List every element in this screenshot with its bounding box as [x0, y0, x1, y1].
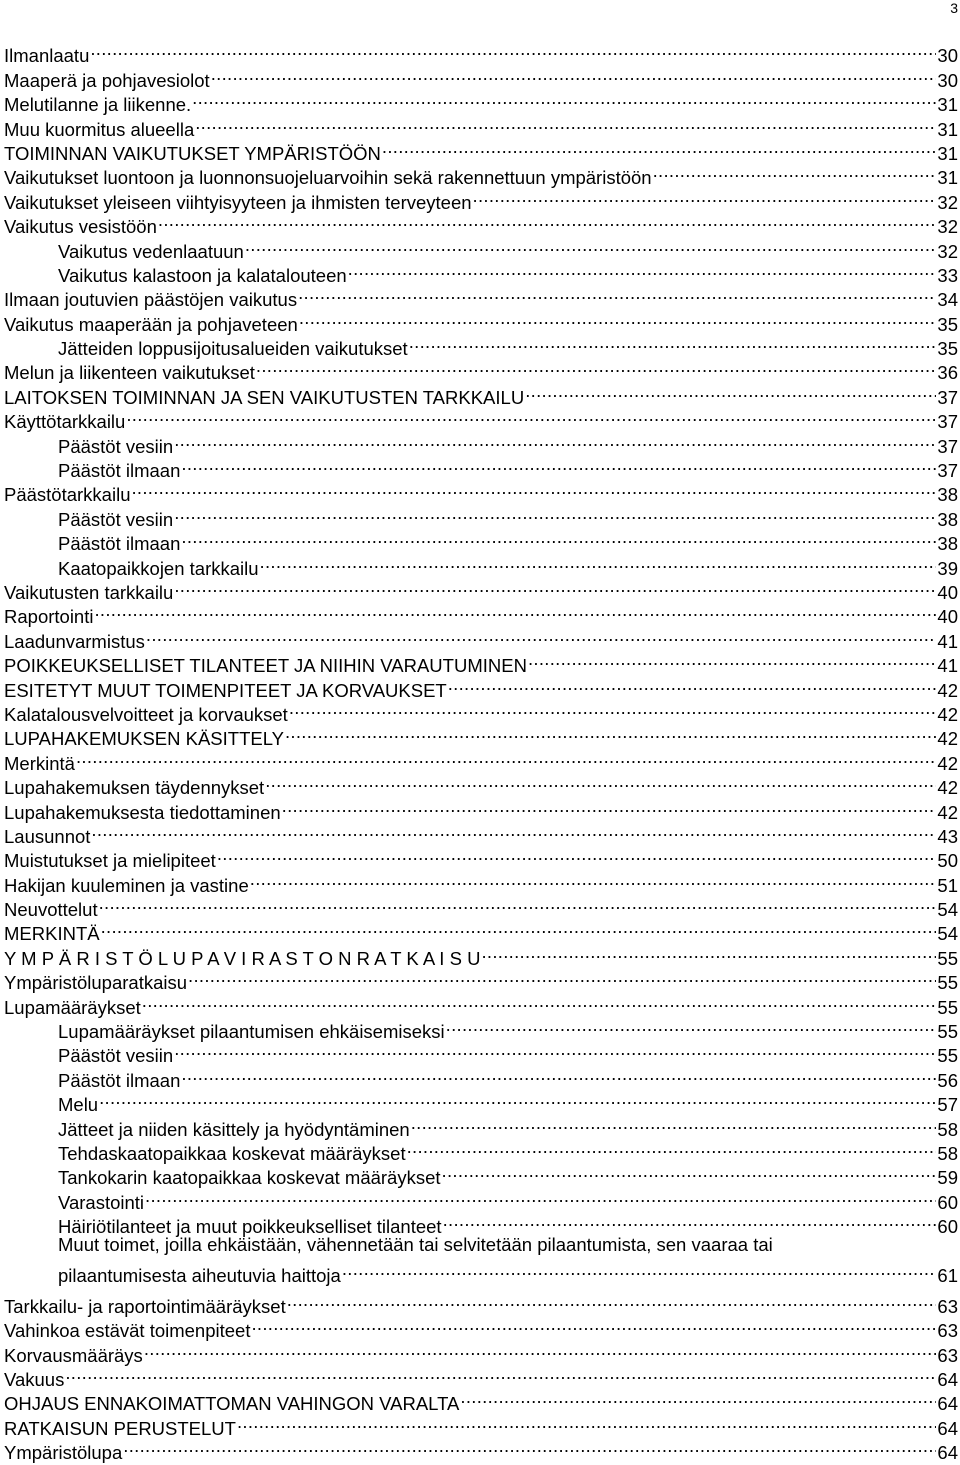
dot-leader — [211, 62, 937, 86]
toc-entry-page: 37 — [937, 460, 958, 482]
toc-entry-page: 38 — [937, 508, 958, 530]
toc-entry-page: 60 — [937, 1216, 958, 1238]
toc-entry-label: Ympäristölupa — [4, 1442, 123, 1464]
dot-leader — [192, 87, 936, 111]
toc-entry-label: Hakijan kuuleminen ja vastine — [4, 874, 249, 896]
toc-entry-page: 39 — [937, 557, 958, 579]
toc-entry-label: Melu — [58, 1094, 99, 1116]
toc-entry-label: Vaikutus vesistöön — [4, 216, 157, 238]
dot-leader — [250, 867, 937, 891]
toc-entry-label: Päästöt ilmaan — [58, 1069, 181, 1091]
toc-entry-page: 42 — [937, 679, 958, 701]
toc-entry-page: 50 — [937, 850, 958, 872]
toc-entry-page: 55 — [937, 1021, 958, 1043]
dot-leader — [473, 184, 937, 208]
toc-entry-page: 42 — [937, 703, 958, 725]
dot-leader — [144, 1337, 937, 1361]
dot-leader — [142, 989, 937, 1013]
toc-entry-page: 40 — [937, 606, 958, 628]
toc-entry-label: Päästöt ilmaan — [58, 533, 181, 555]
dot-leader — [237, 1410, 936, 1434]
toc-entry-page: 36 — [937, 362, 958, 384]
dot-leader — [131, 477, 936, 501]
toc-entry-page: 60 — [937, 1191, 958, 1213]
toc-entry-label: Päästöt vesiin — [58, 508, 174, 530]
toc-entry-label: Y M P Ä R I S T Ö L U P A V I R A S T O N R A T K A I S U — [4, 947, 481, 969]
toc-entry-label: Maaperä ja pohjavesiolot — [4, 69, 210, 91]
dot-leader — [195, 111, 936, 135]
toc-entry-page: 30 — [937, 69, 958, 91]
toc-entry-label: RATKAISUN PERUSTELUT — [4, 1417, 236, 1439]
toc-entry[interactable] — [4, 1362, 958, 1390]
toc-entry[interactable] — [4, 819, 958, 847]
dot-leader — [442, 1160, 937, 1184]
toc-entry-label: Jätteiden loppusijoitusalueiden vaikutukset — [58, 338, 408, 360]
dot-leader — [448, 672, 937, 696]
toc-entry-label: Laadunvarmistus — [4, 630, 145, 652]
toc-entry-label: Muistutukset ja mielipiteet — [4, 850, 216, 872]
dot-leader — [289, 697, 937, 721]
toc-entry-page: 57 — [937, 1094, 958, 1116]
dot-leader — [158, 209, 937, 233]
toc-entry-label: Tankokarin kaatopaikkaa koskevat määräykset — [58, 1167, 441, 1189]
dot-leader — [460, 1386, 936, 1410]
dot-leader — [181, 1062, 936, 1086]
dot-leader — [407, 1136, 937, 1160]
toc-entry-label: Päästöt vesiin — [58, 435, 174, 457]
toc-entry[interactable] — [4, 1337, 958, 1366]
toc-entry-page: 63 — [937, 1320, 958, 1342]
toc-entry-page: 61 — [937, 1264, 958, 1286]
dot-leader — [217, 843, 937, 867]
toc-entry-page: 43 — [937, 825, 958, 847]
toc-entry-page: 31 — [937, 167, 958, 189]
dot-leader — [251, 1313, 936, 1337]
dot-leader — [99, 892, 937, 916]
toc-entry-label: Lupamääräykset pilaantumisen ehkäisemiseksi — [58, 1021, 445, 1043]
toc-entry-page: 42 — [937, 728, 958, 750]
table-of-contents — [4, 38, 958, 1464]
dot-leader — [382, 136, 937, 160]
dot-leader — [411, 1111, 937, 1135]
toc-entry-page: 42 — [937, 752, 958, 774]
toc-entry-page: 40 — [937, 581, 958, 603]
dot-leader — [90, 38, 936, 62]
toc-entry-label: OHJAUS ENNAKOIMATTOMAN VAHINGON VARALTA — [4, 1393, 460, 1415]
dot-leader — [181, 526, 936, 550]
toc-entry-page: 63 — [937, 1295, 958, 1317]
toc-entry-label: Vaikutukset yleiseen viihtyisyyteen ja ihmisten terveyteen — [4, 191, 472, 213]
toc-entry-page: 37 — [937, 435, 958, 457]
dot-leader — [260, 550, 937, 574]
dot-leader — [525, 379, 936, 403]
toc-entry-page: 55 — [937, 1045, 958, 1067]
dot-leader — [348, 258, 937, 282]
toc-entry-page: 31 — [937, 142, 958, 164]
dot-leader — [285, 721, 936, 745]
toc-entry-label: LUPAHAKEMUKSEN KÄSITTELY — [4, 728, 284, 750]
toc-entry[interactable] — [4, 1386, 958, 1415]
toc-entry-label: Merkintä — [4, 752, 75, 774]
toc-entry[interactable] — [4, 892, 958, 921]
dot-leader — [245, 233, 937, 257]
dot-leader — [174, 1038, 936, 1062]
toc-entry[interactable] — [4, 1233, 958, 1288]
toc-entry-label: Lupamääräykset — [4, 996, 141, 1018]
toc-entry-page: 54 — [937, 899, 958, 921]
dot-leader — [99, 1087, 936, 1111]
dot-leader — [256, 355, 937, 379]
toc-entry-label: TOIMINNAN VAIKUTUKSET YMPÄRISTÖÖN — [4, 142, 381, 164]
toc-entry[interactable] — [4, 770, 958, 799]
toc-entry[interactable] — [4, 1288, 958, 1317]
toc-entry-label-continuation: pilaantumisesta aiheutuvia haittoja — [58, 1264, 341, 1286]
toc-entry[interactable] — [4, 62, 958, 91]
toc-entry-page: 42 — [937, 777, 958, 799]
toc-entry-page: 31 — [937, 94, 958, 116]
dot-leader — [265, 770, 936, 794]
toc-entry-label: Melun ja liikenteen vaikutukset — [4, 362, 255, 384]
toc-entry-label: Lupahakemuksen täydennykset — [4, 777, 265, 799]
dot-leader — [282, 794, 937, 818]
toc-entry-page: 34 — [937, 289, 958, 311]
toc-entry-label: Vahinkoa estävät toimenpiteet — [4, 1320, 251, 1342]
dot-leader — [174, 501, 936, 525]
toc-entry[interactable] — [4, 1014, 958, 1043]
dot-leader — [146, 623, 937, 647]
toc-entry-page: 64 — [937, 1442, 958, 1464]
toc-entry[interactable] — [4, 1435, 958, 1464]
toc-entry-page: 37 — [937, 386, 958, 408]
toc-entry-label: Vaikutukset luontoon ja luonnonsuojeluarvoihin sekä rakennettuun ympäristöön — [4, 167, 652, 189]
toc-entry-page: 58 — [937, 1118, 958, 1140]
toc-entry-label: Raportointi — [4, 606, 94, 628]
dot-leader — [65, 1362, 936, 1386]
toc-entry-label: Kaatopaikkojen tarkkailu — [58, 557, 259, 579]
toc-entry-page: 63 — [937, 1344, 958, 1366]
toc-entry-page: 42 — [937, 801, 958, 823]
toc-entry-page: 55 — [937, 972, 958, 994]
toc-entry-page: 32 — [937, 216, 958, 238]
toc-entry-label: Korvausmääräys — [4, 1344, 143, 1366]
toc-entry[interactable] — [4, 1209, 958, 1238]
toc-entry[interactable] — [4, 428, 958, 457]
dot-leader — [123, 1435, 936, 1459]
toc-entry-label: Kalatalousvelvoitteet ja korvaukset — [4, 703, 288, 725]
toc-entry-page: 41 — [937, 630, 958, 652]
toc-entry[interactable] — [4, 1111, 958, 1140]
page-number: 3 — [950, 0, 958, 16]
toc-entry-label: Päästöt ilmaan — [58, 460, 181, 482]
toc-entry-page: 56 — [937, 1069, 958, 1091]
dot-leader — [174, 575, 936, 599]
dot-leader — [298, 282, 936, 306]
toc-entry-label: Varastointi — [58, 1191, 145, 1213]
toc-entry[interactable] — [4, 1184, 958, 1213]
dot-leader — [528, 648, 936, 672]
toc-entry-label: Neuvottelut — [4, 899, 98, 921]
dot-leader — [409, 331, 937, 355]
toc-entry-page: 64 — [937, 1417, 958, 1439]
toc-entry-label: Vakuus — [4, 1368, 65, 1390]
toc-entry[interactable] — [4, 1087, 958, 1116]
toc-entry-label: Muut toimet, joilla ehkäistään, vähennetään tai selvitetään pilaantumista, sen vaaraa tai — [58, 1234, 773, 1256]
toc-entry-label: Vaikutus kalastoon ja kalatalouteen — [58, 264, 347, 286]
toc-entry-label: Ympäristöluparatkaisu — [4, 972, 188, 994]
toc-entry-label: Vaikutusten tarkkailu — [4, 581, 174, 603]
toc-entry[interactable] — [4, 940, 958, 969]
dot-leader — [91, 819, 936, 843]
toc-entry-page: 33 — [937, 264, 958, 286]
toc-entry[interactable] — [4, 843, 958, 872]
toc-entry[interactable] — [4, 623, 958, 652]
toc-entry-label: Lupahakemuksesta tiedottaminen — [4, 801, 281, 823]
toc-entry-page: 54 — [937, 923, 958, 945]
dot-leader — [342, 1258, 937, 1282]
toc-entry-page: 31 — [937, 118, 958, 140]
toc-entry-page: 64 — [937, 1393, 958, 1415]
toc-entry-page: 30 — [937, 45, 958, 67]
toc-entry[interactable] — [4, 404, 958, 433]
toc-entry-label: MERKINTÄ — [4, 923, 100, 945]
toc-entry-page: 35 — [937, 338, 958, 360]
toc-entry-page: 32 — [937, 191, 958, 213]
dot-leader — [481, 940, 936, 964]
toc-entry-label: Käyttötarkkailu — [4, 411, 126, 433]
toc-entry-page: 38 — [937, 533, 958, 555]
dot-leader — [126, 404, 936, 428]
toc-entry-page: 38 — [937, 484, 958, 506]
toc-entry-label: POIKKEUKSELLISET TILANTEET JA NIIHIN VARAUTUMINEN — [4, 655, 527, 677]
toc-entry-label: Tehdaskaatopaikkaa koskevat määräykset — [58, 1142, 406, 1164]
toc-entry-label: Vaikutus maaperään ja pohjaveteen — [4, 313, 298, 335]
dot-leader — [653, 160, 937, 184]
toc-entry[interactable] — [4, 599, 958, 628]
toc-entry-label: Päästötarkkailu — [4, 484, 131, 506]
dot-leader — [446, 1014, 937, 1038]
dot-leader — [287, 1288, 937, 1312]
toc-entry-page: 35 — [937, 313, 958, 335]
toc-entry-label: LAITOKSEN TOIMINNAN JA SEN VAIKUTUSTEN TARKKAILU — [4, 386, 525, 408]
toc-entry-label: Häiriötilanteet ja muut poikkeukselliset tilanteet — [58, 1216, 442, 1238]
toc-entry-label: Muu kuormitus alueella — [4, 118, 195, 140]
dot-leader — [181, 453, 936, 477]
dot-leader — [76, 745, 936, 769]
dot-leader — [299, 306, 937, 330]
toc-entry-label: ESITETYT MUUT TOIMENPITEET JA KORVAUKSET — [4, 679, 447, 701]
toc-entry-label: Jätteet ja niiden käsittely ja hyödyntäminen — [58, 1118, 410, 1140]
toc-entry[interactable] — [4, 745, 958, 774]
toc-entry-page: 51 — [937, 874, 958, 896]
dot-leader — [188, 965, 936, 989]
toc-entry-page: 32 — [937, 240, 958, 262]
toc-entry-page: 37 — [937, 411, 958, 433]
toc-entry-page: 59 — [937, 1167, 958, 1189]
toc-entry-page: 55 — [937, 996, 958, 1018]
toc-entry-label: Päästöt vesiin — [58, 1045, 174, 1067]
toc-entry-label: Melutilanne ja liikenne. — [4, 94, 192, 116]
dot-leader — [145, 1184, 936, 1208]
toc-entry-label: Vaikutus vedenlaatuun — [58, 240, 244, 262]
toc-entry-label: Ilmanlaatu — [4, 45, 90, 67]
toc-entry[interactable] — [4, 38, 958, 67]
toc-entry-label: Lausunnot — [4, 825, 91, 847]
toc-entry-page: 41 — [937, 655, 958, 677]
toc-entry[interactable] — [4, 501, 958, 530]
dot-leader — [101, 916, 937, 940]
toc-entry[interactable] — [4, 648, 958, 677]
toc-entry[interactable] — [4, 989, 958, 1018]
dot-leader — [94, 599, 936, 623]
dot-leader — [443, 1209, 937, 1233]
dot-leader — [174, 428, 936, 452]
toc-entry-page: 58 — [937, 1142, 958, 1164]
toc-entry-label: Ilmaan joutuvien päästöjen vaikutus — [4, 289, 298, 311]
toc-entry[interactable] — [4, 916, 958, 945]
toc-entry-page: 64 — [937, 1368, 958, 1390]
toc-entry[interactable] — [4, 477, 958, 506]
toc-entry-page: 55 — [937, 947, 958, 969]
toc-entry-label: Tarkkailu- ja raportointimääräykset — [4, 1295, 286, 1317]
